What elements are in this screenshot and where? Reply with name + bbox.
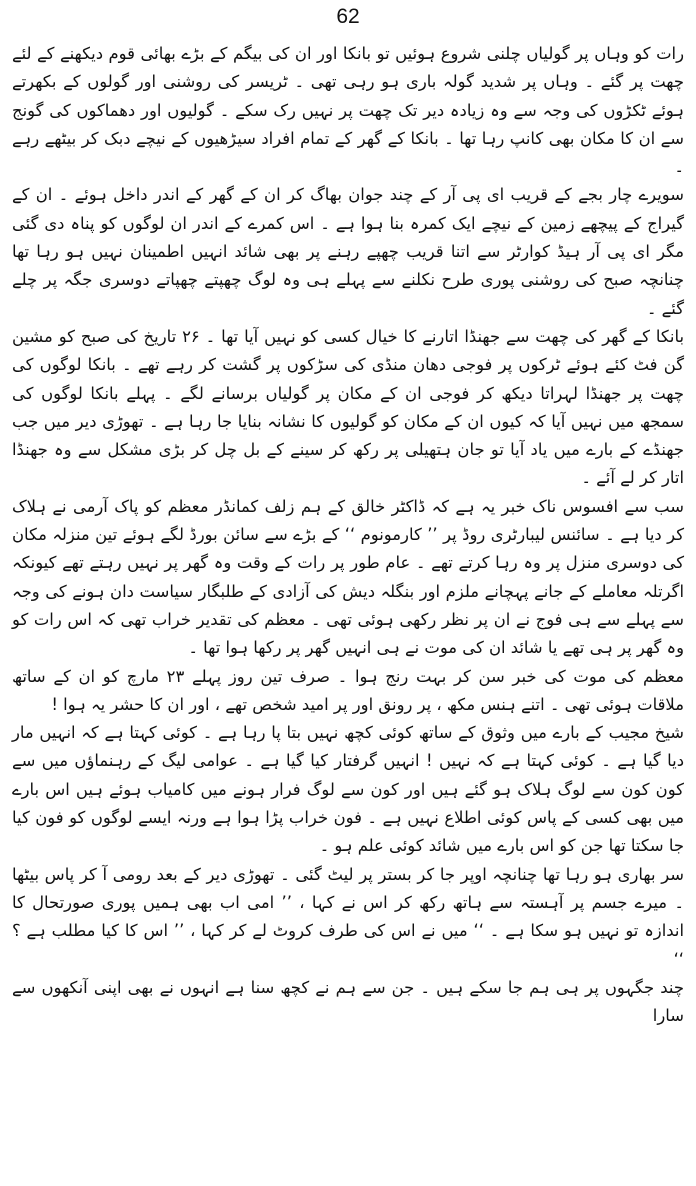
paragraph-8: چند جگہوں پر ہی ہم جا سکے ہیں ۔ جن سے ہم نے کچھ سنا ہے انہوں نے بھی اپنی آنکھوں سے سارا (12, 977, 684, 1026)
paragraph-2: سویرے چار بجے کے قریب ای پی آر کے چند جوان بھاگ کر ان کے گھر کے اندر داخل ہوئے ۔ ان کے گیراج کے پیچھے زمین کے نیچے ایک کمرہ بنا ہوا ہے ۔ اس کمرے کے اندر ان لوگوں کو پناہ دی گئی مگر ای پی آر ہیڈ کوارٹر سے اتنا قریب چھپے رہنے پر بھی شائد انہیں اطمینان نہیں ہو رہا تھا چنانچہ صبح کی روشنی پوری طرح نکلنے سے پہلے ہی وہ لوگ چھپتے چھپاتے دوسری جگہ پر چلے گئے ۔ (12, 185, 684, 318)
paragraph-6: شیخ مجیب کے بارے میں وثوق کے ساتھ کوئی کچھ نہیں بتا پا رہا ہے ۔ کوئی کہتا ہے کہ انہیں مار دیا گیا ہے ۔ کوئی کہتا ہے کہ نہیں ! انہیں گرفتار کیا گیا ہے ۔ عوامی لیگ کے رہنماؤں میں سے کون کون سے لوگ ہلاک ہو گئے ہیں اور کون سے لوگ فرار ہونے میں کامیاب ہوئے ہیں اس بارے میں بھی کسی کے پاس کوئی اطلاع نہیں ہے ۔ فون خراب پڑا ہوا ہے ورنہ ایسے لوگوں کو فون کیا جا سکتا تھا جن کو اس بارے میں شائد کوئی علم ہو ۔ (12, 723, 684, 856)
paragraph-3: بانکا کے گھر کی چھت سے جھنڈا اتارنے کا خیال کسی کو نہیں آیا تھا ۔ ۲۶ تاریخ کی صبح کو مشین گن فٹ کئے ہوئے ٹرکوں پر فوجی دھان منڈی کی سڑکوں پر گشت کر رہے تھے ۔ بانکا لوگوں کی چھت پر جھنڈا لہراتا دیکھ کر فوجی ان کے مکان پر گولیاں برسانے لگے ۔ پہلے بانکا لوگوں کی سمجھ میں نہیں آیا کہ کیوں ان کے مکان کو گولیوں کا نشانہ بنایا جا رہا ہے ۔ تھوڑی دیر میں جب جھنڈے کے بارے میں یاد آیا تو جان ہتھیلی پر رکھ کر سینے کے بل چل کر بڑی مشکل سے وہ جھنڈا اتار کر لے آئے ۔ (12, 326, 685, 488)
page-body-text (12, 40, 684, 1030)
paragraph-5: معظم کی موت کی خبر سن کر بہت رنج ہوا ۔ صرف تین روز پہلے ۲۳ مارچ کو ان کے ساتھ ملاقات ہوئی تھی ۔ اتنے ہنس مکھ ، پر رونق اور پر امید شخص تھے ، اور ان کا حشر یہ ہوا ! (12, 666, 684, 714)
paragraph-1: رات کو وہاں پر گولیاں چلنی شروع ہوئیں تو بانکا اور ان کی بیگم کے بڑے بھائی قوم دیکھنے کے لئے چھت پر گئے ۔ وہاں پر شدید گولہ باری ہو رہی تھی ۔ ٹریسر کی روشنی اور گولوں کے بکھرتے ہوئے ٹکڑوں کی وجہ سے وہ زیادہ دیر تک چھت پر نہیں رک سکے ۔ گولیوں اور دھماکوں کی گونج سے ان کا مکان بھی کانپ رہا تھا ۔ بانکا کے گھر کے تمام افراد سیڑھیوں کے نیچے دبک کر بیٹھے رہے ۔ (12, 44, 684, 177)
paragraph-4: سب سے افسوس ناک خبر یہ ہے کہ ڈاکٹر خالق کے ہم زلف کمانڈر معظم کو پاک آرمی نے ہلاک کر دیا ہے ۔ سائنس لیبارٹری روڈ پر ’’ کارمونوم ‘‘ کے بڑے سے سائن بورڈ لگے ہوئے تین منزلہ مکان کی دوسری منزل پر وہ رہا کرتے تھے ۔ عام طور پر رات کے وقت وہ گھر پر نہیں رہتے تھے کیونکہ اگرتلہ معاملے کے جانے پہچانے ملزم اور بنگلہ دیش کی آزادی کے طلبگار سیاست دان ہونے کی وجہ سے پہلے سے ہی فوج نے ان پر نظر رکھی ہوئی تھی ۔ معظم کی تقدیر خراب تھی کہ اس رات کو وہ گھر پر ہی تھے یا شائد ان کی موت نے ہی انہیں گھر پر رکھا ہوا تھا ۔ (12, 496, 684, 658)
page-number: 62 (336, 5, 360, 28)
paragraph-7: سر بھاری ہو رہا تھا چنانچہ اوپر جا کر بستر پر لیٹ گئی ۔ تھوڑی دیر کے بعد رومی آ کر پاس بیٹھا ۔ میرے جسم پر آہستہ سے ہاتھ رکھ کر اس نے کہا ، ’’ امی اب بھی ہمیں پوری صورتحال کا اندازہ تو نہیں ہو سکا ہے ۔ ‘‘ میں نے اس کی طرف کروٹ لے کر کہا ، ’’ اس کا کیا مطلب ہے ؟ ‘‘ (12, 864, 684, 969)
